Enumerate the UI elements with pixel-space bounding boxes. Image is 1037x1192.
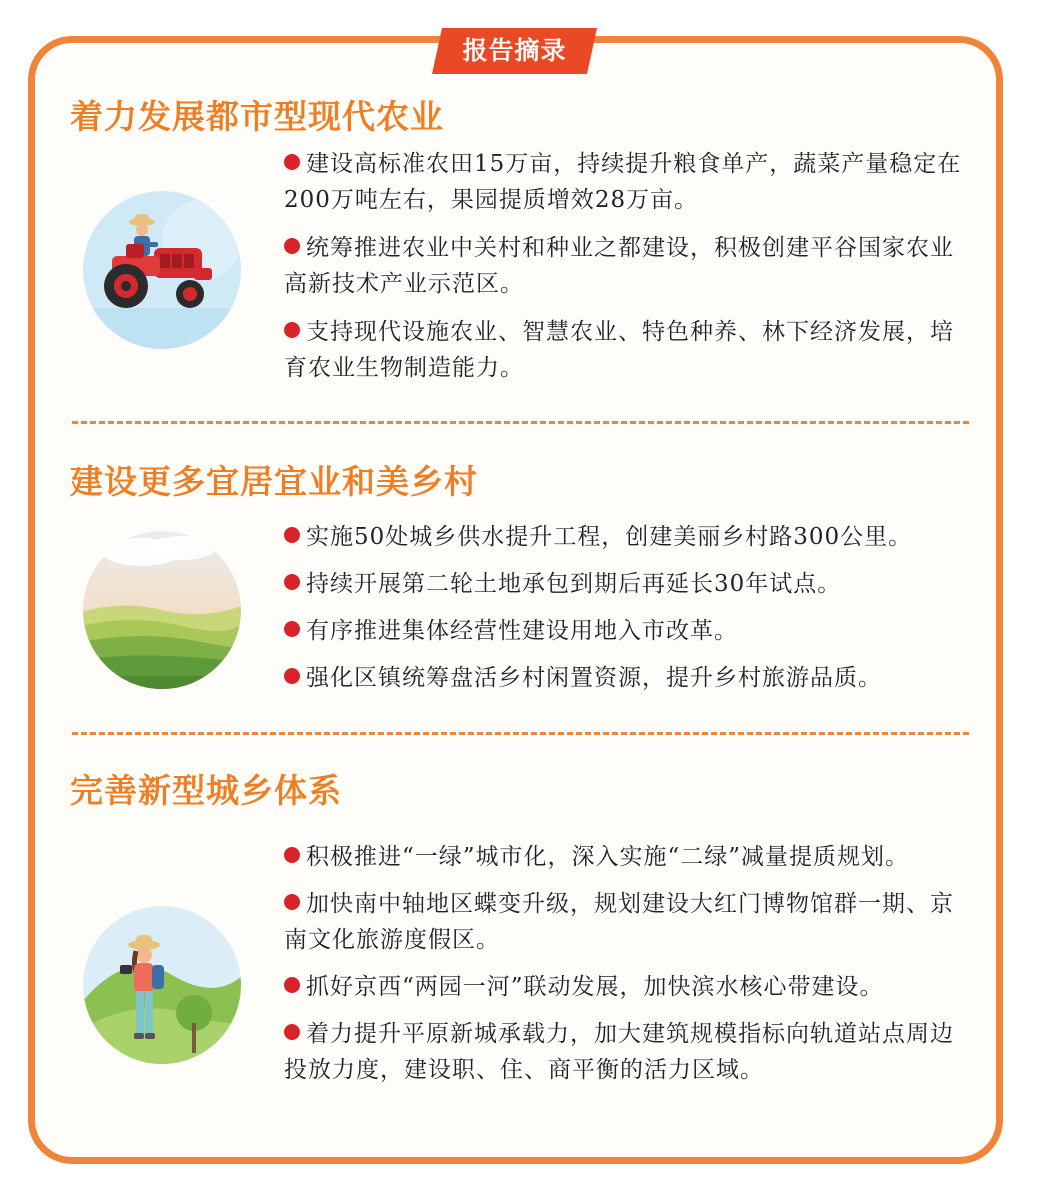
list-item: 加快南中轴地区蝶变升级，规划建设大红门博物馆群一期、京南文化旅游度假区。: [284, 891, 954, 953]
bullet-icon: [284, 668, 300, 684]
tourist-photographer-illustration: [82, 905, 242, 1065]
list-item: 持续开展第二轮土地承包到期后再延长30年试点。: [284, 566, 964, 602]
list-item: 统筹推进农业中关村和种业之都建设，积极创建平谷国家农业高新技术产业示范区。: [284, 235, 954, 297]
bullet-icon: [284, 154, 300, 170]
bullet-icon: [284, 847, 300, 863]
list-item: 实施50处城乡供水提升工程，创建美丽乡村路300公里。: [284, 519, 964, 555]
section-list-agriculture: [284, 146, 964, 386]
list-item: 着力提升平原新城承载力，加大建筑规模指标向轨道站点周边投放力度，建设职、住、商平衡的活力区域。: [284, 1021, 954, 1083]
list-item: 抓好京西“两园一河”联动发展，加快滨水核心带建设。: [284, 969, 964, 1005]
list-item: 建设高标准农田15万亩，持续提升粮食单产，蔬菜产量稳定在200万吨左右，果园提质增效28万亩。: [284, 151, 962, 213]
bullet-icon: [284, 1024, 300, 1040]
tractor-farmer-illustration: [82, 190, 242, 350]
section-divider: [72, 421, 969, 424]
section-list-countryside: [284, 519, 964, 696]
bullet-icon: [284, 238, 300, 254]
bullet-icon: [284, 977, 300, 993]
bullet-icon: [284, 574, 300, 590]
list-item: 强化区镇统筹盘活乡村闲置资源，提升乡村旅游品质。: [284, 660, 964, 696]
tab-label: 报告摘录: [462, 36, 567, 65]
countryside-fields-illustration: [82, 530, 242, 690]
bullet-icon: [284, 322, 300, 338]
bullet-icon: [284, 621, 300, 637]
bullet-icon: [284, 527, 300, 543]
section-list-urban-rural: [284, 839, 964, 1088]
list-item: 积极推进“一绿”城市化，深入实施“二绿”减量提质规划。: [284, 839, 964, 875]
list-item: 支持现代设施农业、智慧农业、特色种养、林下经济发展，培育农业生物制造能力。: [284, 319, 954, 381]
section-title-countryside: 建设更多宜居宜业和美乡村: [70, 462, 478, 501]
section-title-agriculture: 着力发展都市型现代农业: [70, 97, 444, 136]
list-item: 有序推进集体经营性建设用地入市改革。: [284, 613, 964, 649]
bullet-icon: [284, 894, 300, 910]
section-title-urban-rural: 完善新型城乡体系: [70, 771, 342, 810]
section-divider: [72, 732, 969, 735]
